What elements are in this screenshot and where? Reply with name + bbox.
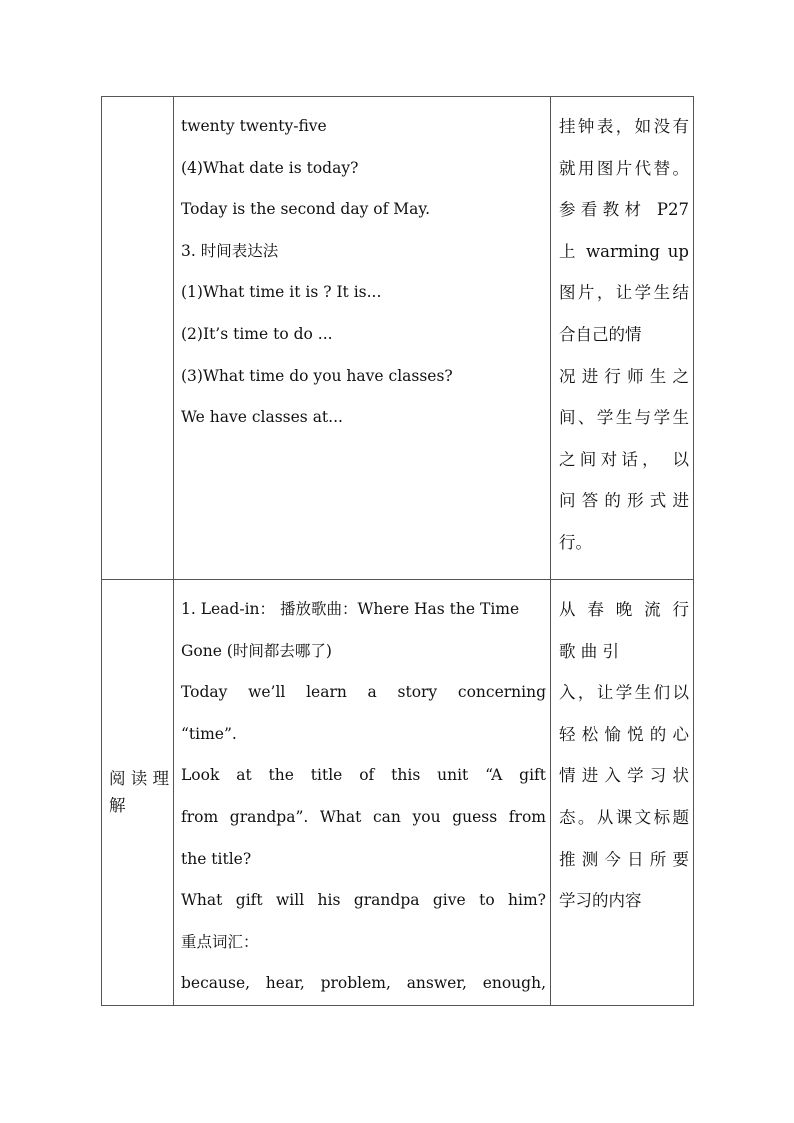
section-label-line: 阅读理 — [109, 769, 169, 789]
section-label — [102, 765, 173, 819]
notes-line: 入，让学生们以 — [559, 683, 689, 703]
content-line: Today is the second day of May. — [181, 200, 431, 219]
content-text — [174, 97, 550, 439]
notes-line: 歌 曲 引 — [559, 641, 619, 661]
notes-line: 轻松愉悦的心 — [559, 724, 689, 744]
content-line: Today we’ll learn a story concerning — [181, 683, 546, 702]
content-line: We have classes at... — [181, 408, 343, 427]
content-line: (4)What date is today? — [181, 158, 359, 177]
notes-line: 合自己的情 — [559, 324, 642, 344]
notes-line: 上 warming up — [559, 241, 689, 261]
notes-line: 问答的形式进 — [559, 491, 689, 511]
notes-cell — [551, 97, 694, 580]
notes-line: 之间对话， 以 — [559, 449, 689, 469]
notes-line: 学习的内容 — [559, 891, 642, 911]
content-cell — [174, 580, 551, 1006]
notes-line: 况进行师生之 — [559, 366, 689, 386]
notes-line: 挂钟表，如没有 — [559, 117, 689, 136]
notes-line: 态。从课文标题 — [559, 807, 689, 827]
notes-line: 参看教材 P27 — [559, 200, 689, 220]
content-line: because, hear, problem, answer, enough, — [181, 974, 546, 993]
notes-text — [551, 97, 693, 564]
content-cell — [174, 97, 551, 580]
content-line: (1)What time it is ? It is... — [181, 283, 382, 302]
content-line: 重点词汇： — [181, 932, 259, 951]
notes-line: 从 春 晚 流 行 — [559, 600, 689, 619]
section-label-cell — [102, 97, 174, 580]
notes-line: 就用图片代替。 — [559, 158, 689, 178]
notes-line: 推测今日所要 — [559, 849, 689, 869]
notes-line: 行。 — [559, 532, 592, 552]
notes-line: 图片，让学生结 — [559, 283, 689, 303]
section-label-line: 解 — [109, 796, 126, 816]
table-row — [102, 580, 694, 1006]
content-line: “time”. — [181, 724, 237, 743]
notes-line: 情进入学习状 — [559, 766, 689, 786]
content-line: twenty twenty-five — [181, 117, 327, 135]
notes-text — [551, 580, 693, 922]
content-line: (3)What time do you have classes? — [181, 366, 453, 385]
content-line: Look at the title of this unit “A gift — [181, 766, 546, 785]
notes-cell — [551, 580, 694, 1006]
lesson-plan-table — [101, 96, 694, 1006]
content-line: Gone (时间都去哪了) — [181, 641, 332, 660]
content-line: from grandpa”. What can you guess from — [181, 807, 546, 826]
content-line: 3. 时间表达法 — [181, 241, 279, 260]
content-line: the title? — [181, 849, 252, 868]
section-label-cell — [102, 580, 174, 1006]
content-text — [174, 580, 550, 1005]
content-line: 1. Lead-in： 播放歌曲：Where Has the Time — [181, 600, 520, 618]
notes-line: 间、学生与学生 — [559, 408, 689, 428]
content-line: (2)It’s time to do ... — [181, 324, 333, 343]
content-line: What gift will his grandpa give to him? — [181, 891, 546, 910]
table-row — [102, 97, 694, 580]
